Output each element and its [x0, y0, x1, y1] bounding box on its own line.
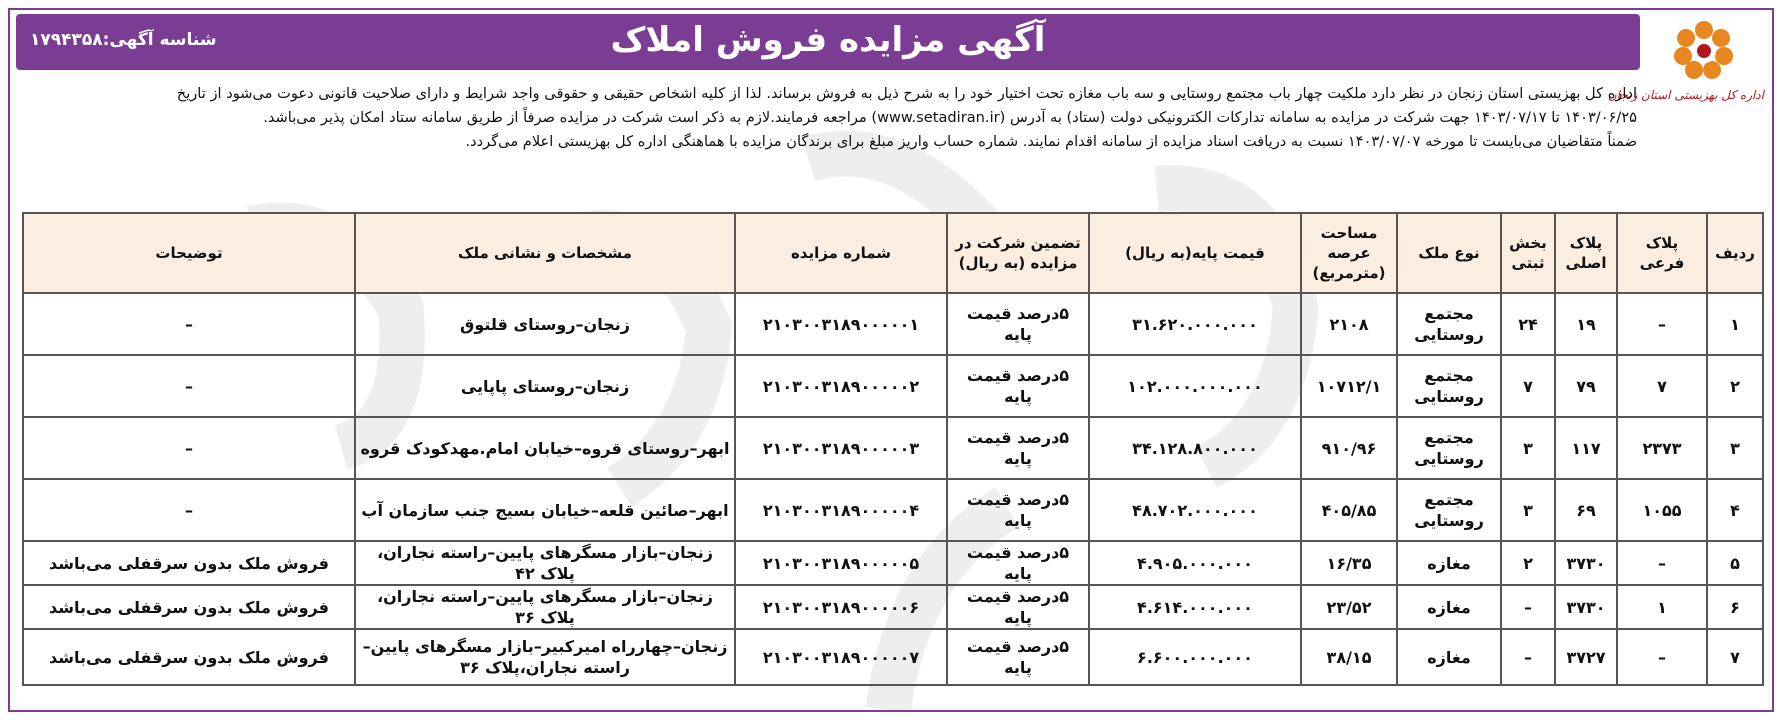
cell-base-price: ۶.۶۰۰.۰۰۰.۰۰۰ [1089, 629, 1301, 685]
cell-section: ۳ [1501, 417, 1555, 479]
cell-section: ۲ [1501, 541, 1555, 585]
cell-row-no: ۵ [1707, 541, 1763, 585]
cell-address: ابهر–روستای قروه–خیابان امام.مهدکودک قروه [355, 417, 735, 479]
col-header-guarantee: تضمین شرکت در مزایده (به ریال) [947, 213, 1089, 293]
cell-guarantee: ۵درصد قیمت پایه [947, 417, 1089, 479]
ad-id [30, 30, 217, 50]
col-header-address: مشخصات و نشانی ملک [355, 213, 735, 293]
table-row [23, 479, 1763, 541]
cell-base-price: ۱۰۲.۰۰۰.۰۰۰.۰۰۰ [1089, 355, 1301, 417]
cell-section: ۷ [1501, 355, 1555, 417]
cell-notes: فروش ملک بدون سرقفلی می‌باشد [23, 585, 355, 629]
col-header-base-price: قیمت پایه(به ریال) [1089, 213, 1301, 293]
cell-area: ۴۰۵/۸۵ [1301, 479, 1397, 541]
ad-id-label: شناسه آگهی: [102, 30, 217, 50]
cell-auction-no: ۲۱۰۳۰۰۳۱۸۹۰۰۰۰۰۲ [735, 355, 947, 417]
cell-sub-plaque: ۷ [1617, 355, 1707, 417]
title-bar [16, 14, 1640, 70]
cell-property-type: مغازه [1397, 541, 1501, 585]
cell-main-plaque: ۷۹ [1555, 355, 1617, 417]
cell-sub-plaque: ۲۳۷۳ [1617, 417, 1707, 479]
intro-line-3: ضمناً متقاضیان می‌بایست تا مورخه ۱۴۰۳/۰۷/۰۷ نسبت به دریافت اسناد مزایده از سامانه اقدام نمایند. شماره حساب واریز مبلغ برای برندگان مزایده با هماهنگی اداره کل بهزیستی اعلام می‌گردد. [465, 133, 1637, 150]
announcement-frame [8, 8, 1774, 712]
cell-area: ۱۰۷۱۲/۱ [1301, 355, 1397, 417]
cell-row-no: ۷ [1707, 629, 1763, 685]
table-row [23, 585, 1763, 629]
cell-base-price: ۳۴.۱۲۸.۸۰۰.۰۰۰ [1089, 417, 1301, 479]
table-row [23, 541, 1763, 585]
col-header-section: بخش ثبتی [1501, 213, 1555, 293]
table-row [23, 293, 1763, 355]
cell-notes: – [23, 355, 355, 417]
cell-area: ۲۱۰۸ [1301, 293, 1397, 355]
cell-sub-plaque: ۱ [1617, 585, 1707, 629]
cell-section: ۳ [1501, 479, 1555, 541]
cell-main-plaque: ۳۷۳۰ [1555, 585, 1617, 629]
cell-sub-plaque: – [1617, 293, 1707, 355]
cell-section: – [1501, 629, 1555, 685]
cell-row-no: ۴ [1707, 479, 1763, 541]
cell-area: ۱۶/۳۵ [1301, 541, 1397, 585]
table-header-row [23, 213, 1763, 293]
col-header-area: مساحت عرصه (مترمربع) [1301, 213, 1397, 293]
cell-property-type: مجتمع روستایی [1397, 417, 1501, 479]
cell-address: زنجان–روستای قلتوق [355, 293, 735, 355]
cell-main-plaque: ۱۱۷ [1555, 417, 1617, 479]
table-row [23, 417, 1763, 479]
cell-guarantee: ۵درصد قیمت پایه [947, 355, 1089, 417]
cell-address: ابهر–صائین قلعه–خیابان بسیج جنب سازمان آب [355, 479, 735, 541]
cell-guarantee: ۵درصد قیمت پایه [947, 629, 1089, 685]
cell-address: زنجان–بازار مسگرهای پایین–راسته نجاران، پلاک ۴۲ [355, 541, 735, 585]
cell-auction-no: ۲۱۰۳۰۰۳۱۸۹۰۰۰۰۰۷ [735, 629, 947, 685]
org-logo [1607, 18, 1764, 148]
intro-line-1: اداره کل بهزیستی استان زنجان در نظر دارد ملکیت چهار باب مجتمع روستایی و سه باب مغازه تحت اختیار خود را به شرح ذیل به فروش برساند. لذا از کلیه اشخاص حقیقی و حقوقی واجد شرایط و دارای صلاحیت قانونی دعوت می‌شود از تاریخ [176, 85, 1637, 102]
cell-sub-plaque: – [1617, 629, 1707, 685]
cell-property-type: مجتمع روستایی [1397, 355, 1501, 417]
cell-auction-no: ۲۱۰۳۰۰۳۱۸۹۰۰۰۰۰۶ [735, 585, 947, 629]
cell-base-price: ۴.۶۱۴.۰۰۰.۰۰۰ [1089, 585, 1301, 629]
cell-main-plaque: ۶۹ [1555, 479, 1617, 541]
page-title: آگهی مزایده فروش املاک [610, 20, 1046, 60]
cell-row-no: ۶ [1707, 585, 1763, 629]
col-header-property-type: نوع ملک [1397, 213, 1501, 293]
intro-paragraph [22, 82, 1637, 154]
table-row [23, 355, 1763, 417]
cell-sub-plaque: – [1617, 541, 1707, 585]
cell-main-plaque: ۱۹ [1555, 293, 1617, 355]
cell-section: ۲۴ [1501, 293, 1555, 355]
cell-area: ۹۱۰/۹۶ [1301, 417, 1397, 479]
cell-notes: – [23, 417, 355, 479]
col-header-sub-plaque: پلاک فرعی [1617, 213, 1707, 293]
cell-guarantee: ۵درصد قیمت پایه [947, 293, 1089, 355]
cell-notes: – [23, 293, 355, 355]
col-header-auction-no: شماره مزایده [735, 213, 947, 293]
col-header-row-no: ردیف [1707, 213, 1763, 293]
auction-table [22, 212, 1764, 686]
cell-guarantee: ۵درصد قیمت پایه [947, 541, 1089, 585]
cell-sub-plaque: ۱۰۵۵ [1617, 479, 1707, 541]
cell-guarantee: ۵درصد قیمت پایه [947, 585, 1089, 629]
cell-main-plaque: ۳۷۲۷ [1555, 629, 1617, 685]
cell-base-price: ۴.۹۰۵.۰۰۰.۰۰۰ [1089, 541, 1301, 585]
cell-base-price: ۳۱.۶۲۰.۰۰۰.۰۰۰ [1089, 293, 1301, 355]
cell-address: زنجان–چهارراه امیرکبیر–بازار مسگرهای پایین– راسته نجاران،پلاک ۳۶ [355, 629, 735, 685]
cell-row-no: ۳ [1707, 417, 1763, 479]
cell-auction-no: ۲۱۰۳۰۰۳۱۸۹۰۰۰۰۰۴ [735, 479, 947, 541]
intro-line-2: ۱۴۰۳/۰۶/۲۵ تا ۱۴۰۳/۰۷/۱۷ جهت شرکت در مزایده به سامانه تدارکات الکترونیکی دولت (ستاد) به آدرس (www.setadiran.ir) مراجعه فرمایند.لازم به ذکر است شرکت در مزایده صرفاً از طریق سامانه ستاد امکان پذیر می‌باشد. [263, 109, 1637, 126]
cell-row-no: ۱ [1707, 293, 1763, 355]
cell-address: زنجان–بازار مسگرهای پایین–راسته نجاران، پلاک ۳۶ [355, 585, 735, 629]
col-header-main-plaque: پلاک اصلی [1555, 213, 1617, 293]
cell-notes: فروش ملک بدون سرقفلی می‌باشد [23, 541, 355, 585]
cell-area: ۳۸/۱۵ [1301, 629, 1397, 685]
cell-property-type: مجتمع روستایی [1397, 293, 1501, 355]
cell-row-no: ۲ [1707, 355, 1763, 417]
table-row [23, 629, 1763, 685]
cell-section: – [1501, 585, 1555, 629]
cell-base-price: ۴۸.۷۰۲.۰۰۰.۰۰۰ [1089, 479, 1301, 541]
cell-property-type: مجتمع روستایی [1397, 479, 1501, 541]
cell-property-type: مغازه [1397, 585, 1501, 629]
cell-notes: – [23, 479, 355, 541]
cell-auction-no: ۲۱۰۳۰۰۳۱۸۹۰۰۰۰۰۳ [735, 417, 947, 479]
cell-auction-no: ۲۱۰۳۰۰۳۱۸۹۰۰۰۰۰۱ [735, 293, 947, 355]
header [10, 10, 1772, 72]
cell-main-plaque: ۳۷۳۰ [1555, 541, 1617, 585]
cell-property-type: مغازه [1397, 629, 1501, 685]
cell-area: ۲۳/۵۲ [1301, 585, 1397, 629]
cell-auction-no: ۲۱۰۳۰۰۳۱۸۹۰۰۰۰۰۵ [735, 541, 947, 585]
col-header-notes: توضیحات [23, 213, 355, 293]
cell-address: زنجان–روستای پاپایی [355, 355, 735, 417]
ad-id-value: ۱۷۹۴۳۵۸ [30, 30, 103, 50]
cell-notes: فروش ملک بدون سرقفلی می‌باشد [23, 629, 355, 685]
flower-logo-icon [1672, 18, 1736, 82]
cell-guarantee: ۵درصد قیمت پایه [947, 479, 1089, 541]
org-logo-text: اداره کل بهزیستی استان زنجان [1607, 88, 1764, 102]
